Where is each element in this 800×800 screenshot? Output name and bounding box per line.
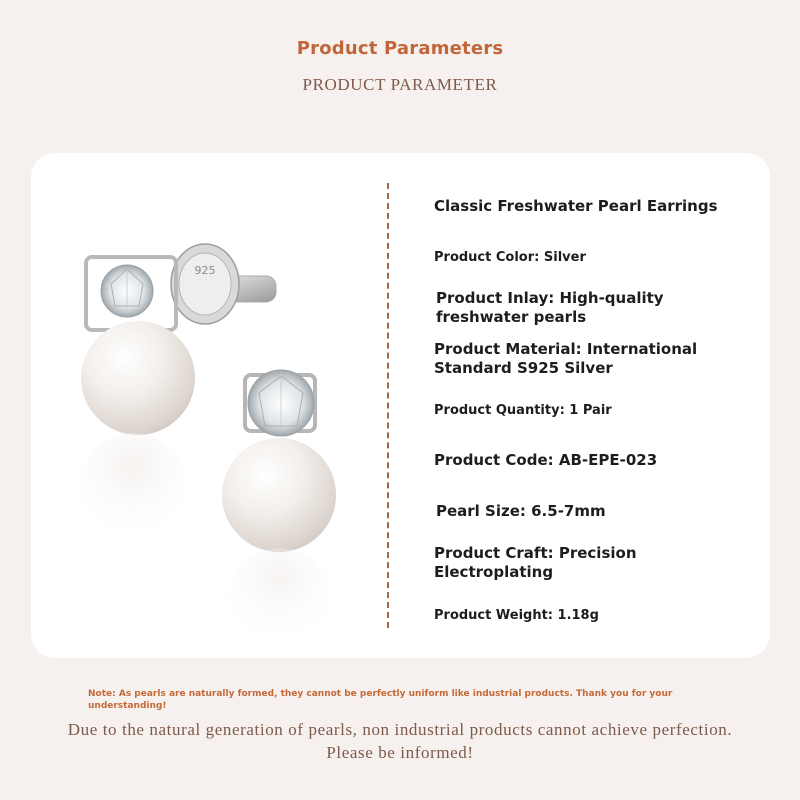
param-material: Product Material: International Standard S925 Silver — [434, 340, 698, 377]
param-quantity: Product Quantity: 1 Pair — [434, 403, 612, 418]
param-inlay: Product Inlay: High-quality freshwater pearls — [436, 289, 664, 326]
note-text: Note: As pearls are naturally formed, they cannot be perfectly uniform like industrial products. Thank you for your understanding! — [88, 689, 673, 711]
param-code: Product Code: AB-EPE-023 — [434, 451, 658, 469]
silver-stamp: 925 — [194, 264, 216, 277]
page-title: Product Parameters — [296, 38, 504, 59]
param-color: Product Color: Silver — [434, 250, 586, 265]
param-weight: Product Weight: 1.18g — [434, 608, 599, 623]
param-pearl-size: Pearl Size: 6.5-7mm — [436, 502, 606, 520]
front-earring — [222, 370, 336, 648]
param-craft: Product Craft: Precision Electroplating — [434, 544, 637, 581]
earrings-image — [71, 238, 371, 658]
dashed-divider — [387, 183, 389, 628]
notice-text: Due to the natural generation of pearls, non industrial products cannot achieve perfection. Please be informed! — [67, 720, 733, 762]
param-product-name: Classic Freshwater Pearl Earrings — [434, 197, 718, 215]
product-card — [31, 153, 770, 658]
page-subtitle: PRODUCT PARAMETER — [302, 75, 498, 94]
